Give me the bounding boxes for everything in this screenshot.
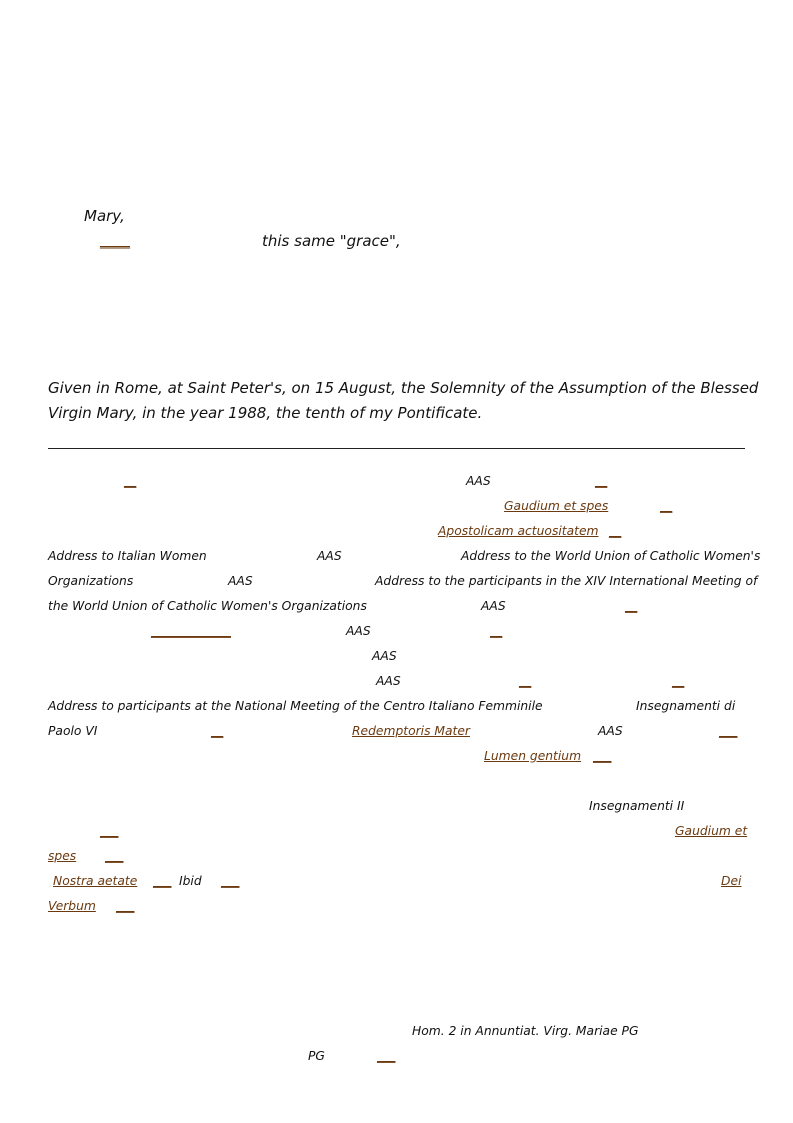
footnote-link[interactable]: __: [211, 724, 224, 738]
address-italian-women: Address to Italian Women: [48, 549, 207, 563]
footnote-link[interactable]: __: [660, 499, 673, 513]
aas-ref: AAS: [466, 474, 491, 488]
footnote-link[interactable]: ___: [100, 824, 119, 838]
aas-ref: AAS: [228, 574, 253, 588]
footnotes-divider: [48, 448, 745, 449]
hom-annuntiat-ref: Hom. 2 in Annuntiat. Virg. Mariae PG: [412, 1024, 639, 1038]
footnote-link[interactable]: ____: [100, 231, 130, 249]
nostra-aetate-link[interactable]: Nostra aetate: [53, 874, 138, 888]
footnote-link[interactable]: ___: [116, 899, 135, 913]
insegnamenti-ii-text: Insegnamenti II: [589, 799, 685, 813]
aas-ref: AAS: [346, 624, 371, 638]
body-text-grace: this same "grace",: [262, 232, 401, 250]
aas-ref: AAS: [481, 599, 506, 613]
aas-ref: AAS: [376, 674, 401, 688]
ibid-text: Ibid: [179, 874, 202, 888]
world-union-text: the World Union of Catholic Women's Organizations: [48, 599, 367, 613]
insegnamenti-text: Insegnamenti di: [636, 699, 736, 713]
footnote-link[interactable]: __: [609, 524, 622, 538]
footnote-link[interactable]: ___: [153, 874, 172, 888]
organizations-text: Organizations: [48, 574, 134, 588]
footnote-link[interactable]: ___: [719, 724, 738, 738]
aas-ref: AAS: [372, 649, 397, 663]
gaudium-et-spes-link-cont[interactable]: spes: [48, 849, 77, 863]
lumen-gentium-link[interactable]: Lumen gentium: [484, 749, 582, 763]
address-centro-italiano: Address to participants at the National Meeting of the Centro Italiano Femminile: [48, 699, 543, 713]
aas-ref: AAS: [317, 549, 342, 563]
footnote-link[interactable]: __: [124, 474, 137, 488]
gaudium-et-spes-link[interactable]: Gaudium et spes: [504, 499, 609, 513]
footnote-link[interactable]: __: [595, 474, 608, 488]
address-xiv-meeting: Address to the participants in the XIV International Meeting of: [375, 574, 758, 588]
footnote-link[interactable]: ___: [593, 749, 612, 763]
footnote-link[interactable]: __: [519, 674, 532, 688]
footnote-link[interactable]: ___: [221, 874, 240, 888]
aas-ref: AAS: [598, 724, 623, 738]
dei-verbum-link[interactable]: Dei: [721, 874, 742, 888]
footnote-link[interactable]: ___: [105, 849, 124, 863]
footnote-link[interactable]: ___: [377, 1049, 396, 1063]
redemptoris-mater-link[interactable]: Redemptoris Mater: [352, 724, 470, 738]
gaudium-et-spes-link[interactable]: Gaudium et: [675, 824, 748, 838]
apostolicam-actuositatem-link[interactable]: Apostolicam actuositatem: [438, 524, 599, 538]
given-in-rome-line-1: Given in Rome, at Saint Peter's, on 15 August, the Solemnity of the Assumption of the Blessed: [48, 379, 759, 397]
paolo-vi-text: Paolo VI: [48, 724, 98, 738]
footnote-link[interactable]: __: [672, 674, 685, 688]
body-text-mary: Mary,: [84, 207, 125, 225]
footnote-link-long[interactable]: _____________: [151, 624, 231, 638]
pg-ref: PG: [308, 1049, 325, 1063]
footnote-link[interactable]: __: [490, 624, 503, 638]
dei-verbum-link-cont[interactable]: Verbum: [48, 899, 96, 913]
footnote-link[interactable]: __: [625, 599, 638, 613]
address-world-union: Address to the World Union of Catholic Women's: [461, 549, 761, 563]
given-in-rome-line-2: Virgin Mary, in the year 1988, the tenth of my Pontificate.: [48, 404, 483, 422]
